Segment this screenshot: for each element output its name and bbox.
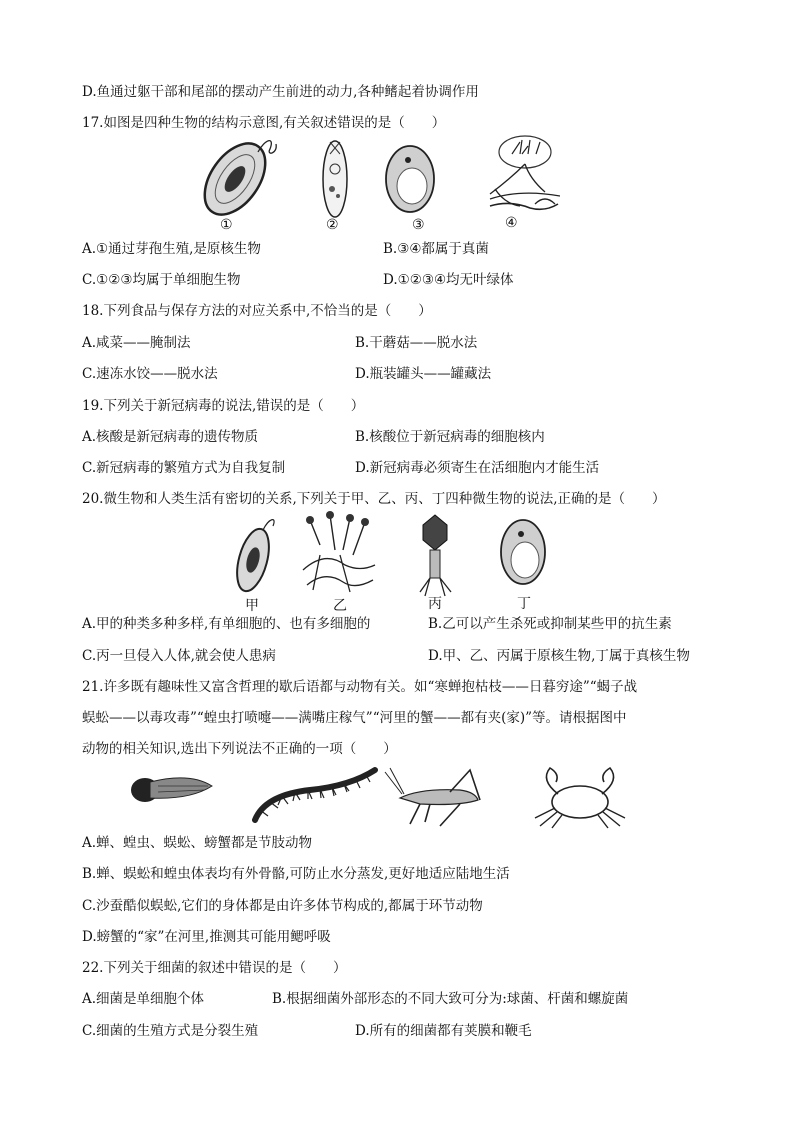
q19-stem: 19.下列关于新冠病毒的说法,错误的是（ ） (82, 398, 365, 414)
bacterium-drawing (231, 520, 275, 595)
q17-option-c: C.①②③均属于单细胞生物 (82, 272, 241, 288)
q21-stem-line-1: 21.许多既有趣味性又富含哲理的歇后语都与动物有关。如“寒蝉抱枯枝——日暮穷途”“蝎子战 (82, 679, 638, 695)
fig20-label-jia: 甲 (245, 598, 259, 614)
yeast-drawing (501, 520, 545, 584)
q20-figure (225, 510, 555, 600)
q19-option-a: A.核酸是新冠病毒的遗传物质 (82, 429, 259, 445)
q22-option-c: C.细菌的生殖方式是分裂生殖 (82, 1023, 259, 1039)
bacterium-drawing (192, 134, 277, 226)
q17-option-b: B.③④都属于真菌 (383, 241, 489, 257)
bacteriophage-drawing (420, 515, 451, 596)
q21-figure (120, 760, 630, 830)
q16-option-d: D.鱼通过躯干部和尾部的摆动产生前进的动力,各种鳍起着协调作用 (82, 84, 479, 100)
q18-option-c: C.速冻水饺——脱水法 (82, 366, 218, 382)
fig17-label-2: ② (326, 217, 339, 233)
yeast-drawing (386, 146, 434, 212)
q18-option-a: A.咸菜——腌制法 (82, 335, 191, 351)
q21-stem-line-2: 蜈蚣——以毒攻毒”“蝗虫打喷嚏——满嘴庄稼气”“河里的蟹——都有夹(家)”等。请根据图中 (82, 710, 627, 726)
q18-option-d: D.瓶装罐头——罐藏法 (355, 366, 492, 382)
fig17-label-4: ④ (505, 215, 518, 231)
fig20-label-ding: 丁 (517, 596, 531, 612)
cicada-drawing (131, 778, 212, 802)
q22-option-d: D.所有的细菌都有荚膜和鞭毛 (355, 1023, 532, 1039)
q19-option-b: B.核酸位于新冠病毒的细胞核内 (355, 429, 545, 445)
q21-option-d: D.螃蟹的“家”在河里,推测其可能用鳃呼吸 (82, 929, 331, 945)
q20-option-b: B.乙可以产生杀死或抑制某些甲的抗生素 (428, 616, 672, 632)
q18-option-b: B.干蘑菇——脱水法 (355, 335, 478, 351)
q19-option-c: C.新冠病毒的繁殖方式为自我复制 (82, 460, 286, 476)
centipede-drawing (254, 770, 375, 820)
q22-option-b: B.根据细菌外部形态的不同大致可分为:球菌、杆菌和螺旋菌 (272, 991, 629, 1007)
crab-drawing (535, 768, 625, 828)
q19-option-d: D.新冠病毒必须寄生在活细胞内才能生活 (355, 460, 600, 476)
fig17-label-3: ③ (412, 217, 425, 233)
q21-stem-line-3: 动物的相关知识,选出下列说法不正确的一项（ ） (82, 741, 397, 757)
q20-option-d: D.甲、乙、丙属于原核生物,丁属于真核生物 (428, 648, 690, 664)
q17-option-d: D.①②③④均无叶绿体 (383, 272, 514, 288)
q18-stem: 18.下列食品与保存方法的对应关系中,不恰当的是（ ） (82, 303, 432, 319)
q20-option-a: A.甲的种类多种多样,有单细胞的、也有多细胞的 (82, 616, 371, 632)
q22-option-a: A.细菌是单细胞个体 (82, 991, 205, 1007)
mold-drawing (303, 511, 375, 592)
q17-option-a: A.①通过芽孢生殖,是原核生物 (82, 241, 261, 257)
q20-option-c: C.丙一旦侵入人体,就会使人患病 (82, 648, 276, 664)
q22-stem: 22.下列关于细菌的叙述中错误的是（ ） (82, 960, 347, 976)
fig17-label-1: ① (220, 217, 233, 233)
fig20-label-bing: 丙 (428, 596, 442, 612)
q21-option-c: C.沙蚕酷似蜈蚣,它们的身体都是由许多体节构成的,都属于环节动物 (82, 898, 483, 914)
q21-option-b: B.蝉、蜈蚣和蝗虫体表均有外骨骼,可防止水分蒸发,更好地适应陆地生活 (82, 866, 510, 882)
q21-option-a: A.蝉、蝗虫、蜈蚣、螃蟹都是节肢动物 (82, 835, 313, 851)
grasshopper-drawing (385, 768, 480, 826)
mold-drawing (490, 136, 560, 209)
q17-stem: 17.如图是四种生物的结构示意图,有关叙述错误的是（ ） (82, 115, 446, 131)
q20-stem: 20.微生物和人类生活有密切的关系,下列关于甲、乙、丙、丁四种微生物的说法,正确的是（ ） (82, 491, 666, 507)
fig20-label-yi: 乙 (333, 598, 347, 614)
protist-drawing (323, 141, 347, 217)
